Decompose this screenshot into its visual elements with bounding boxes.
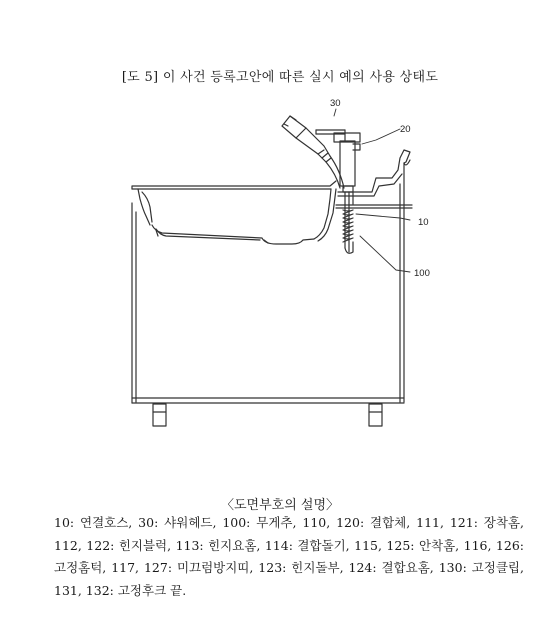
label-10: 10	[418, 217, 429, 228]
sink-basin	[138, 189, 336, 244]
legend-text: 10: 연결호스, 30: 샤워헤드, 100: 무게추, 110, 120: 결합체, 111, 121: 장착홈, 112, 122: 힌지블럭, 113: 힌지요홈, 114: 결합돌기, 115, 125: 안착홈, 116, 126: 고정홈턱, 117, 127: 미끄럼방지띠, 123: 힌지돌부, 124: 결합요홈, 130: 고정클립, 131, 132: 고정후크 끝.	[54, 515, 524, 598]
figure-title: [도 5] 이 사건 등록고안에 따른 실시 예의 사용 상태도	[121, 70, 439, 85]
cabinet-body	[132, 163, 404, 403]
label-20: 20	[400, 124, 411, 135]
label-100: 100	[414, 268, 430, 279]
legend-heading: 〈도면부호의 설명〉	[220, 498, 340, 513]
label-30: 30	[330, 98, 341, 109]
countertop-rim	[132, 150, 410, 196]
spray-head	[282, 116, 344, 188]
cabinet-legs	[153, 404, 382, 426]
